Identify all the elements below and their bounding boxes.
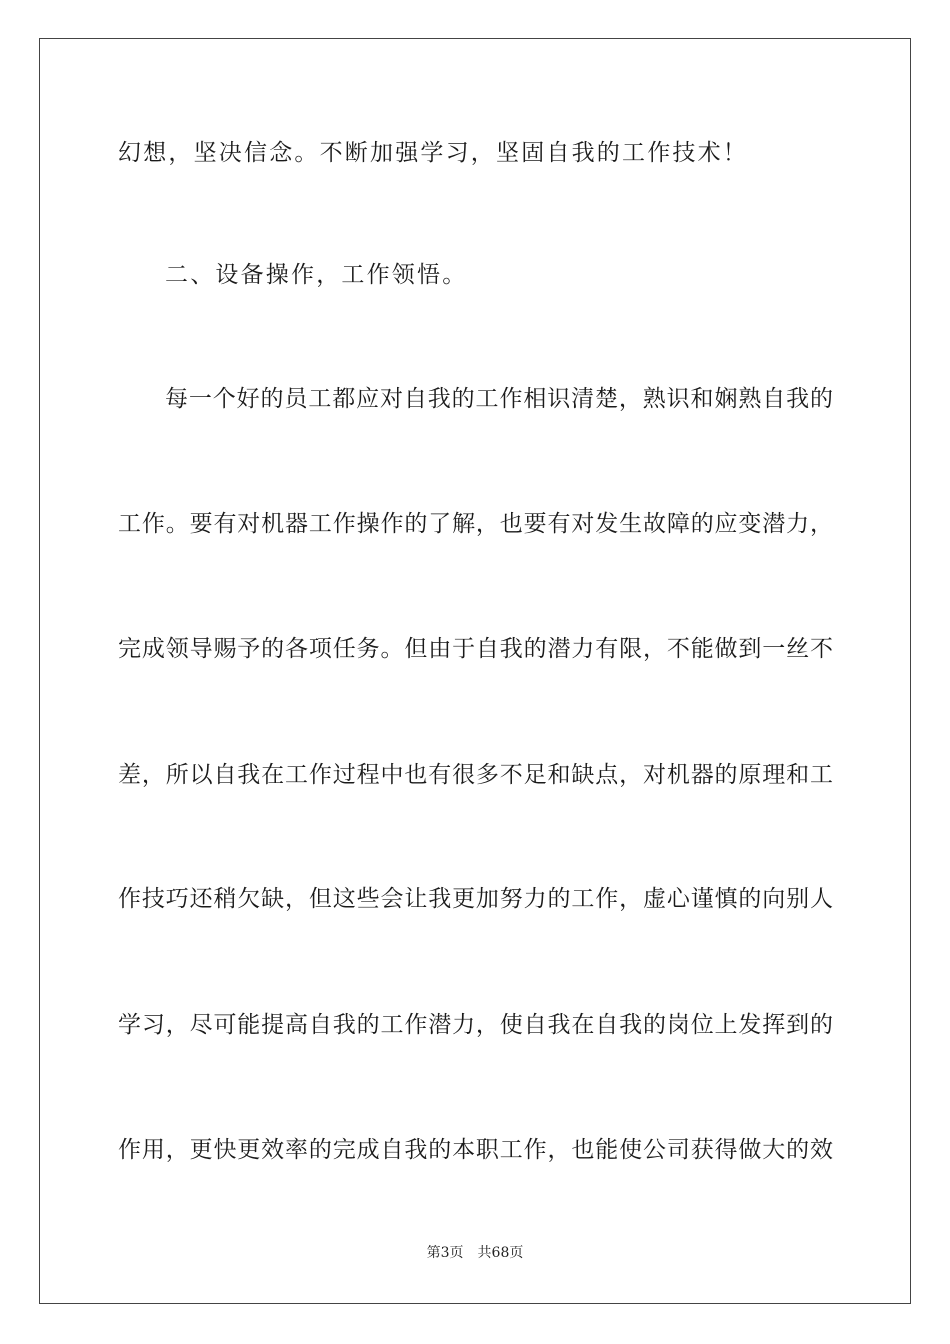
page-footer bbox=[0, 1244, 950, 1262]
body-line-9: 作用，更快更效率的完成自我的本职工作，也能使公司获得做大的效 bbox=[118, 1137, 833, 1163]
page-number: 第3页 bbox=[426, 1245, 464, 1261]
body-line-5: 完成领导赐予的各项任务。但由于自我的潜力有限，不能做到一丝不 bbox=[118, 636, 833, 662]
body-line-3: 每一个好的员工都应对自我的工作相识清楚，熟识和娴熟自我的 bbox=[165, 386, 833, 412]
body-line-1: 幻想，坚决信念。不断加强学习，坚固自我的工作技术！ bbox=[118, 140, 748, 166]
body-line-4: 工作。要有对机器工作操作的了解，也要有对发生故障的应变潜力， bbox=[118, 511, 833, 537]
body-line-6: 差，所以自我在工作过程中也有很多不足和缺点，对机器的原理和工 bbox=[118, 762, 833, 788]
total-pages: 共68页 bbox=[477, 1245, 524, 1261]
page-border bbox=[39, 38, 911, 1304]
body-line-8: 学习，尽可能提高自我的工作潜力，使自我在自我的岗位上发挥到的 bbox=[118, 1012, 833, 1038]
section-heading: 二、设备操作，工作领悟。 bbox=[165, 262, 468, 288]
body-line-7: 作技巧还稍欠缺，但这些会让我更加努力的工作，虚心谨慎的向别人 bbox=[118, 886, 833, 912]
